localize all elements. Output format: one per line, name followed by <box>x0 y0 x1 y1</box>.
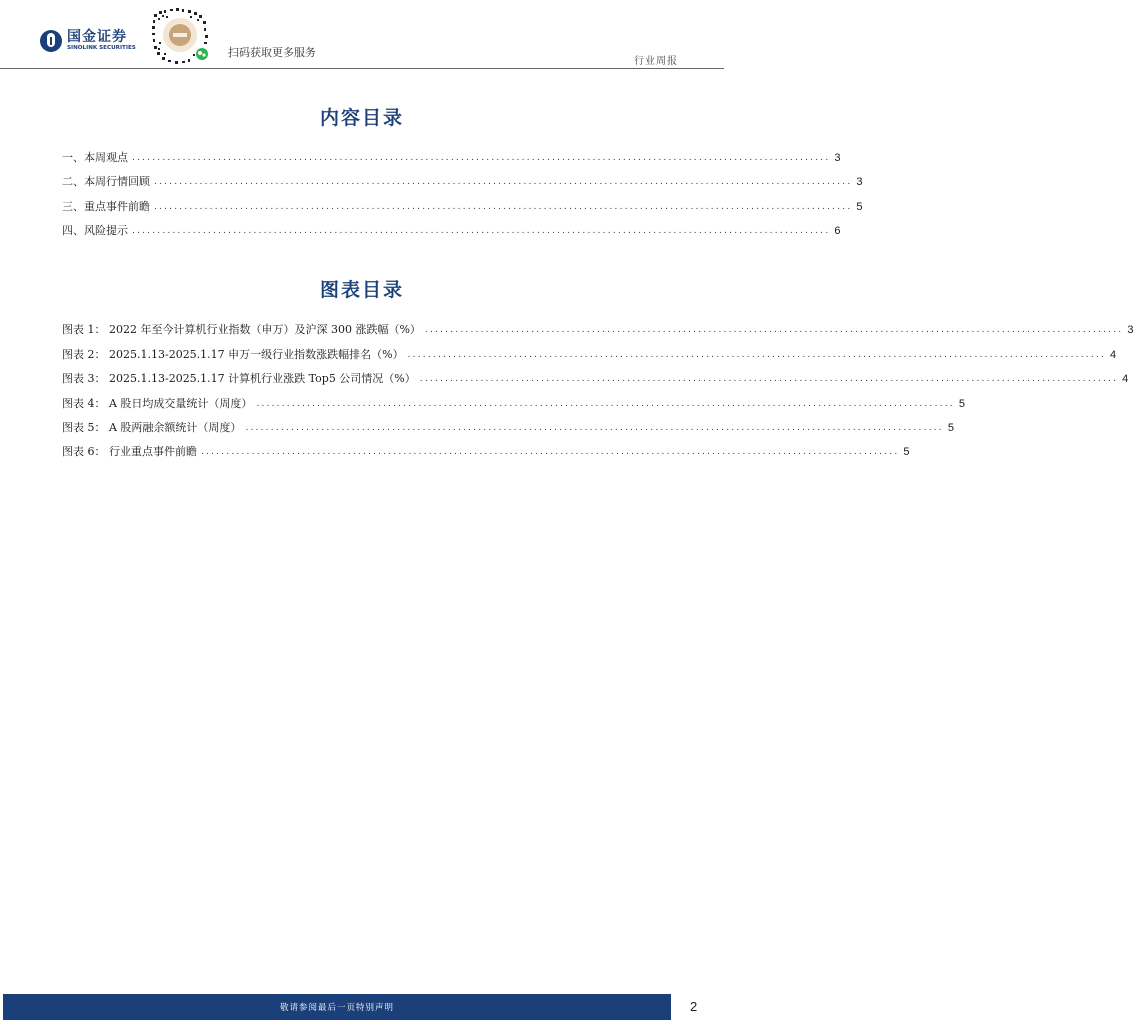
logo-chinese-name: 国金证券 <box>67 29 127 46</box>
toc-entry[interactable] <box>62 151 841 165</box>
dot-leader: .......................................................................................................................................... <box>245 423 944 433</box>
figure-entry[interactable] <box>62 445 910 459</box>
dot-leader: .......................................................................................................................................... <box>407 350 1107 360</box>
page-footer <box>0 994 724 1024</box>
figure-entry[interactable] <box>62 323 1133 337</box>
scan-qr-prompt: 扫码获取更多服务 <box>228 46 316 59</box>
figure-entry-label: 图表 5： A 股两融余额统计（周度） <box>62 421 242 434</box>
figure-entry-label: 图表 6： 行业重点事件前瞻 <box>62 445 197 458</box>
toc-entry[interactable] <box>62 200 863 214</box>
figure-entry-page: 5 <box>958 398 965 410</box>
dot-leader: .......................................................................................................................................... <box>154 202 853 212</box>
toc-entry[interactable] <box>62 224 841 238</box>
dot-leader: .......................................................................................................................................... <box>419 374 1119 384</box>
report-type-label: 行业周报 <box>634 56 678 67</box>
dot-leader: .......................................................................................................................................... <box>132 153 831 163</box>
dot-leader: .......................................................................................................................................... <box>201 447 900 457</box>
company-logo-icon <box>40 30 62 52</box>
footer-bar <box>3 994 671 1020</box>
figure-entry[interactable] <box>62 397 965 411</box>
figure-entry-label: 图表 3： 2025.1.13-2025.1.17 计算机行业涨跌 Top5 公司情况（%） <box>62 372 416 385</box>
qr-code-icon[interactable] <box>150 6 210 66</box>
figures-title: 图表目录 <box>319 279 404 301</box>
figure-entry-page: 4 <box>1110 349 1117 361</box>
figure-entry-label: 图表 4： A 股日均成交量统计（周度） <box>62 397 253 410</box>
toc-entry-label: 一、本周观点 <box>62 151 128 164</box>
figure-entry-page: 5 <box>947 422 954 434</box>
toc-entry-label: 四、风险提示 <box>62 224 128 237</box>
contents-title: 内容目录 <box>319 107 404 129</box>
toc-entry-label: 三、重点事件前瞻 <box>62 200 150 213</box>
toc-entry-page: 3 <box>856 176 863 188</box>
figure-entry-page: 4 <box>1122 373 1129 385</box>
toc-entry-page: 6 <box>834 225 841 237</box>
toc-entry-page: 5 <box>856 201 863 213</box>
figure-entry-label: 图表 1： 2022 年至今计算机行业指数（申万）及沪深 300 涨跌幅（%） <box>62 323 421 336</box>
dot-leader: .......................................................................................................................................... <box>256 399 955 409</box>
dot-leader: .......................................................................................................................................... <box>154 177 853 187</box>
figure-entry-page: 5 <box>903 446 910 458</box>
page-number: 2 <box>690 999 698 1014</box>
figure-entry[interactable] <box>62 372 1129 386</box>
figure-entry[interactable] <box>62 348 1117 362</box>
header-divider <box>0 68 724 69</box>
toc-entry-page: 3 <box>834 152 841 164</box>
toc-entry[interactable] <box>62 175 863 189</box>
footer-disclaimer: 敬请参阅最后一页特别声明 <box>279 1003 394 1013</box>
dot-leader: .......................................................................................................................................... <box>424 325 1124 335</box>
toc-entry-label: 二、本周行情回顾 <box>62 175 150 188</box>
figure-entry-label: 图表 2： 2025.1.13-2025.1.17 申万一级行业指数涨跌幅排名（%） <box>62 348 404 361</box>
figure-entry[interactable] <box>62 421 954 435</box>
company-logo <box>40 30 136 52</box>
figure-entry-page: 3 <box>1127 324 1133 336</box>
dot-leader: .......................................................................................................................................... <box>132 226 831 236</box>
page-header <box>0 0 724 70</box>
logo-english-name: SINOLINK SECURITIES <box>67 45 136 52</box>
